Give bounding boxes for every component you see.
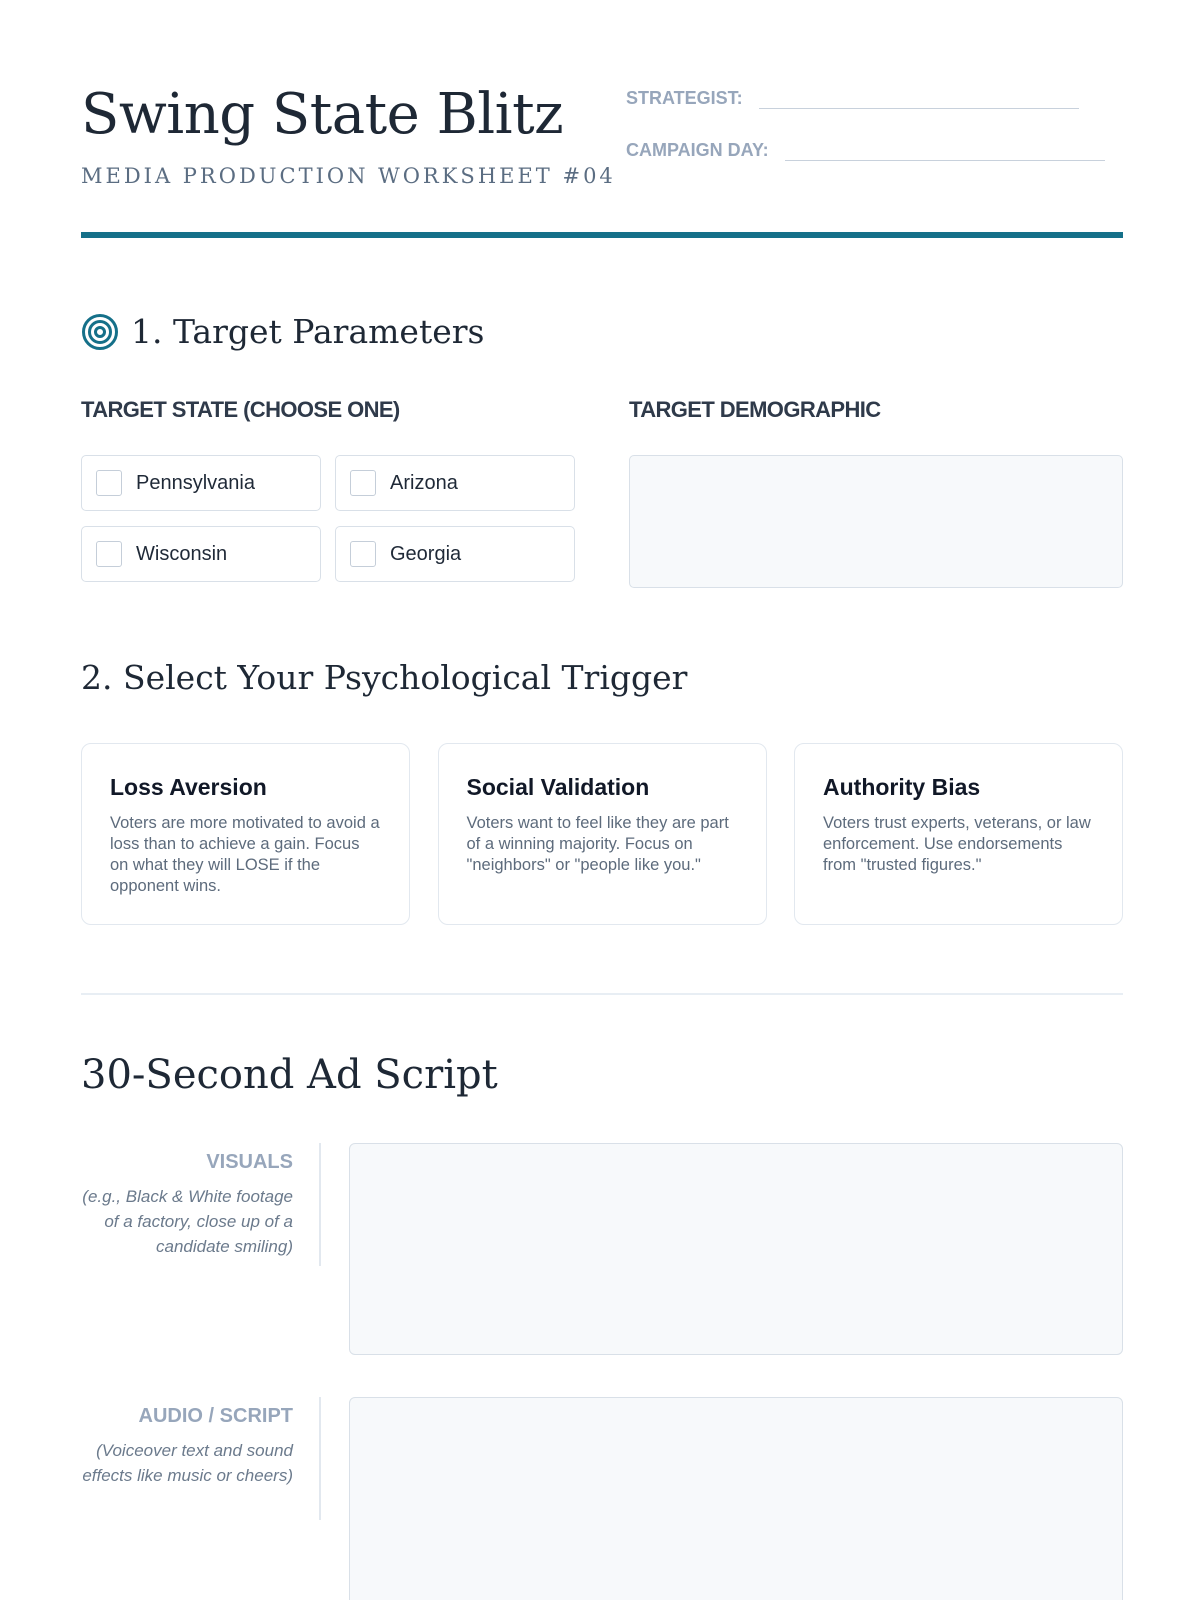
state-label: Arizona bbox=[390, 471, 458, 494]
state-label: Wisconsin bbox=[136, 542, 228, 565]
trigger-card-loss-aversion[interactable] bbox=[81, 743, 410, 925]
trigger-title: Loss Aversion bbox=[110, 774, 267, 800]
state-option-arizona[interactable] bbox=[335, 455, 575, 511]
section-heading: 1. Target Parameters bbox=[131, 312, 485, 351]
worksheet-header bbox=[81, 78, 1123, 241]
audio-hint: (Voiceover text and sound effects like music or cheers) bbox=[82, 1441, 293, 1485]
audio-script-field[interactable] bbox=[349, 1397, 1123, 1600]
visuals-label-column bbox=[81, 1143, 321, 1266]
campaign-day-row bbox=[626, 140, 1105, 161]
state-option-pennsylvania[interactable] bbox=[81, 455, 321, 511]
audio-row bbox=[81, 1397, 1123, 1600]
visuals-row bbox=[81, 1143, 1123, 1358]
state-option-georgia[interactable] bbox=[335, 526, 575, 582]
target-demographic-label: TARGET DEMOGRAPHIC bbox=[629, 397, 881, 422]
trigger-title: Authority Bias bbox=[823, 774, 981, 800]
section-psychological-trigger: 2. Select Your Psychological Trigger bbox=[81, 658, 688, 697]
ad-script-heading: 30-Second Ad Script bbox=[81, 1052, 498, 1098]
checkbox[interactable] bbox=[350, 470, 376, 496]
state-label: Georgia bbox=[390, 542, 462, 565]
trigger-title: Social Validation bbox=[466, 774, 650, 800]
visuals-hint: (e.g., Black & White footage of a factory, close up of a candidate smiling) bbox=[82, 1187, 293, 1256]
worksheet-title: Swing State Blitz bbox=[81, 82, 564, 147]
worksheet-subtitle: MEDIA PRODUCTION WORKSHEET #04 bbox=[81, 164, 616, 188]
trigger-card-authority-bias[interactable] bbox=[794, 743, 1123, 925]
visuals-field[interactable] bbox=[349, 1143, 1123, 1355]
campaign-day-label: CAMPAIGN DAY: bbox=[626, 140, 769, 160]
target-state-label: TARGET STATE (CHOOSE ONE) bbox=[81, 397, 400, 422]
state-option-wisconsin[interactable] bbox=[81, 526, 321, 582]
trigger-description: Voters are more motivated to avoid a loss than to achieve a gain. Focus on what they will LOSE if the opponent wins. bbox=[110, 814, 380, 895]
section-divider bbox=[81, 993, 1123, 995]
target-demographic-field[interactable] bbox=[629, 455, 1123, 588]
strategist-row bbox=[626, 88, 1079, 109]
trigger-description: Voters trust experts, veterans, or law enforcement. Use endorsements from "trusted figures." bbox=[823, 814, 1091, 874]
campaign-day-field[interactable] bbox=[785, 141, 1105, 161]
trigger-card-social-validation[interactable] bbox=[438, 743, 767, 925]
strategist-label: STRATEGIST: bbox=[626, 88, 743, 108]
audio-label: AUDIO / SCRIPT bbox=[138, 1405, 293, 1427]
checkbox[interactable] bbox=[350, 541, 376, 567]
target-icon bbox=[81, 313, 119, 351]
checkbox[interactable] bbox=[96, 470, 122, 496]
state-label: Pennsylvania bbox=[136, 471, 255, 494]
checkbox[interactable] bbox=[96, 541, 122, 567]
strategist-field[interactable] bbox=[759, 89, 1079, 109]
section-target-parameters bbox=[81, 312, 484, 351]
visuals-label: VISUALS bbox=[206, 1151, 293, 1173]
trigger-description: Voters want to feel like they are part of a winning majority. Focus on "neighbors" or "people like you." bbox=[466, 814, 729, 874]
state-options bbox=[81, 455, 575, 582]
header-divider bbox=[81, 232, 1123, 238]
audio-label-column bbox=[81, 1397, 321, 1520]
trigger-options bbox=[81, 743, 1123, 925]
